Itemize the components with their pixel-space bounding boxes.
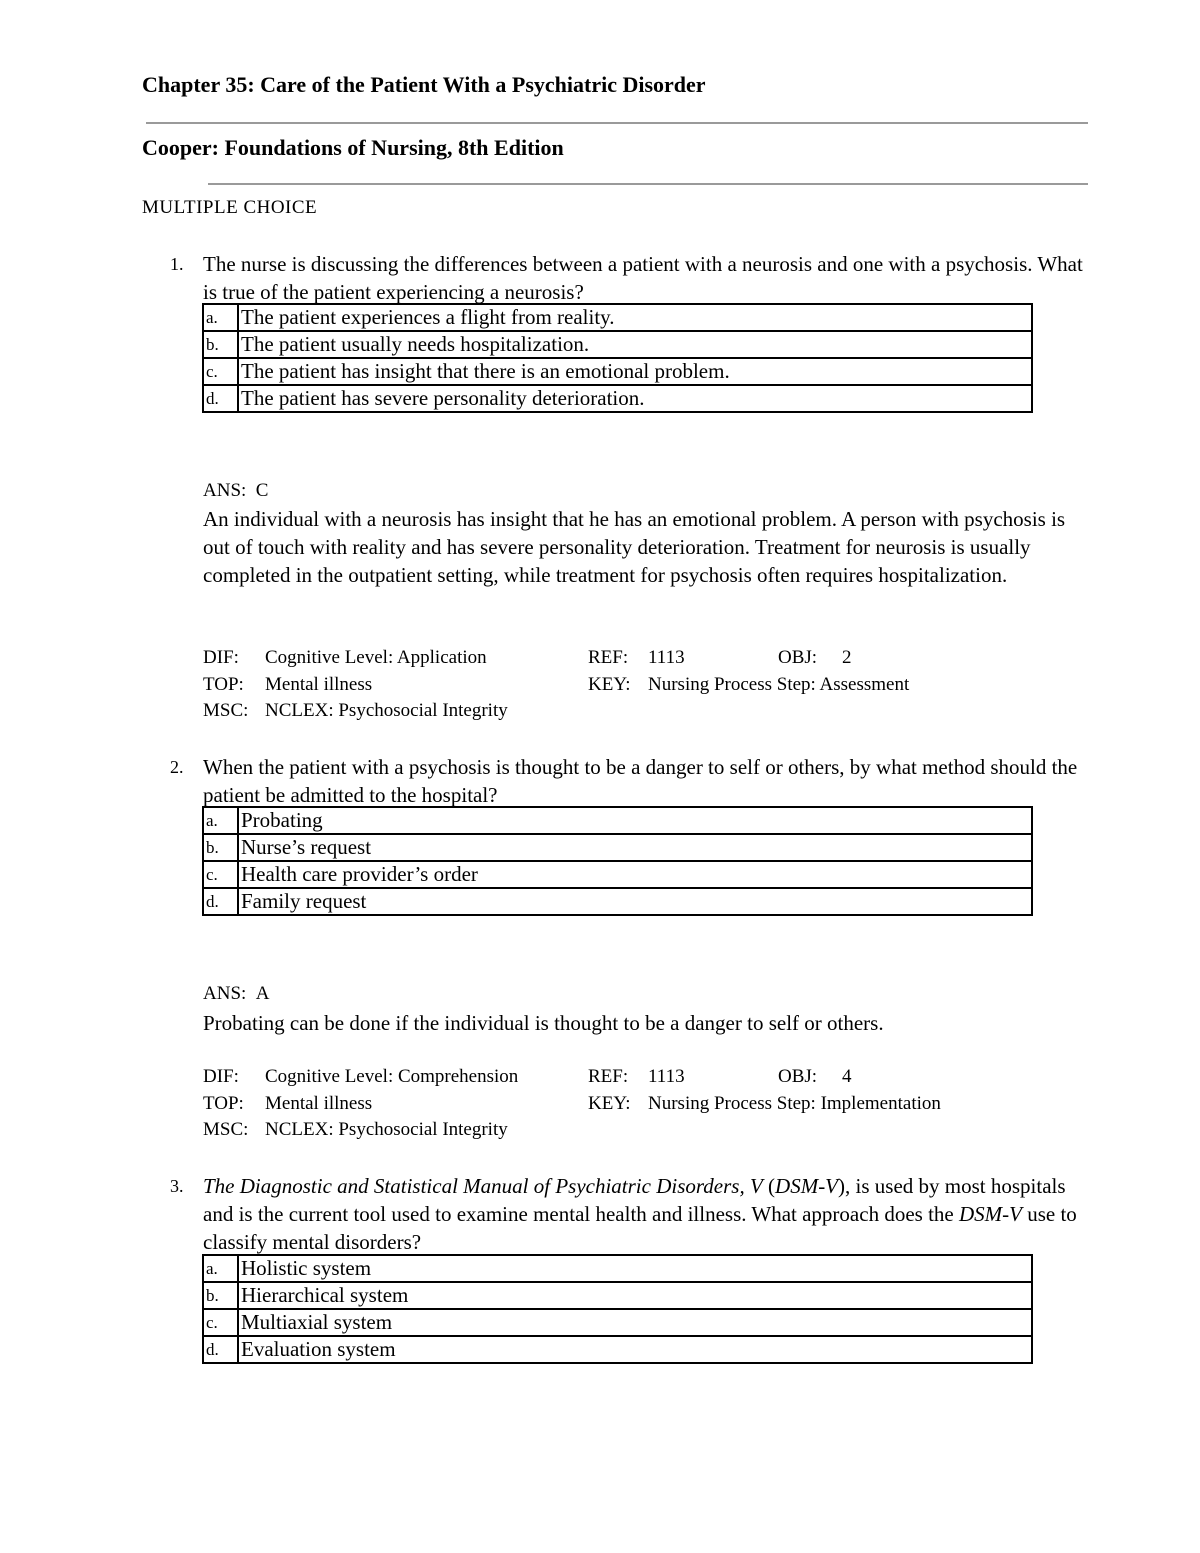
answer-label: ANS: <box>203 983 247 1004</box>
stem-text: use to classify mental disorders? <box>203 1202 1077 1254</box>
question-number: 3. <box>170 1176 184 1196</box>
answer-label: ANS: <box>203 480 247 501</box>
option-row-d <box>203 1336 1032 1363</box>
option-letter: c. <box>203 1309 238 1336</box>
msc-label: MSC: <box>203 700 249 721</box>
option-text: The patient has insight that there is an emotional problem. <box>238 358 1032 385</box>
ref-value: 1113 <box>648 1066 685 1087</box>
option-text: Holistic system <box>238 1255 1032 1282</box>
subheader-divider <box>208 183 1088 185</box>
option-row-c <box>203 358 1032 385</box>
answer-options-table <box>202 806 1033 916</box>
option-row-c <box>203 861 1032 888</box>
option-letter: c. <box>203 861 238 888</box>
msc-label: MSC: <box>203 1119 249 1140</box>
option-letter: a. <box>203 807 238 834</box>
dif-value: Cognitive Level: Comprehension <box>265 1066 519 1087</box>
ref-label: REF: <box>588 1066 629 1087</box>
ref-value: 1113 <box>648 647 685 668</box>
option-text: The patient has severe personality deterioration. <box>238 385 1032 412</box>
answer-options-table <box>202 303 1033 413</box>
option-text: Multiaxial system <box>238 1309 1032 1336</box>
option-row-a <box>203 304 1032 331</box>
obj-label: OBJ: <box>778 647 818 668</box>
option-letter: d. <box>203 1336 238 1363</box>
stem-text: ( <box>762 1174 776 1198</box>
option-row-b <box>203 331 1032 358</box>
key-label: KEY: <box>588 1092 631 1114</box>
top-value: Mental illness <box>265 1092 373 1114</box>
option-text: Family request <box>238 888 1032 915</box>
option-row-b <box>203 1282 1032 1309</box>
option-row-a <box>203 807 1032 834</box>
stem-text: ), is used by most hospitals and is the current tool used to examine mental health and illness. What approach does the <box>203 1174 1066 1226</box>
option-row-d <box>203 385 1032 412</box>
question-number: 2. <box>170 757 184 777</box>
option-row-b <box>203 834 1032 861</box>
top-label: TOP: <box>203 673 244 695</box>
option-letter: c. <box>203 358 238 385</box>
msc-value: NCLEX: Psychosocial Integrity <box>265 700 508 721</box>
key-value: Nursing Process Step: Implementation <box>648 1092 941 1114</box>
dsm-abbreviation: DSM-V <box>958 1202 1022 1226</box>
option-letter: d. <box>203 888 238 915</box>
option-text: Nurse’s request <box>238 834 1032 861</box>
option-letter: b. <box>203 1282 238 1309</box>
rationale-text: Probating can be done if the individual is thought to be a danger to self or others. <box>203 1011 884 1035</box>
option-row-a <box>203 1255 1032 1282</box>
option-text: Evaluation system <box>238 1336 1032 1363</box>
option-text: Health care provider’s order <box>238 861 1032 888</box>
option-letter: b. <box>203 834 238 861</box>
dif-value: Cognitive Level: Application <box>265 647 487 668</box>
option-text: Hierarchical system <box>238 1282 1032 1309</box>
obj-value: 4 <box>842 1066 852 1087</box>
answer-line <box>203 480 268 502</box>
key-value: Nursing Process Step: Assessment <box>648 673 910 695</box>
top-value: Mental illness <box>265 673 373 695</box>
option-letter: d. <box>203 385 238 412</box>
obj-label: OBJ: <box>778 1066 818 1087</box>
question-stem <box>203 1172 1093 1256</box>
option-text: The patient experiences a flight from reality. <box>238 304 1032 331</box>
option-text: Probating <box>238 807 1032 834</box>
option-letter: a. <box>203 304 238 331</box>
option-row-c <box>203 1309 1032 1336</box>
obj-value: 2 <box>842 647 852 668</box>
answer-options-table <box>202 1254 1033 1364</box>
book-title: Cooper: Foundations of Nursing, 8th Edition <box>142 135 564 160</box>
manual-title: The Diagnostic and Statistical Manual of Psychiatric Disorders, V <box>203 1174 763 1198</box>
option-row-d <box>203 888 1032 915</box>
question-number: 1. <box>170 254 184 274</box>
dsm-abbreviation: DSM-V <box>775 1174 839 1198</box>
ref-label: REF: <box>588 647 629 668</box>
dif-label: DIF: <box>203 647 239 668</box>
option-letter: a. <box>203 1255 238 1282</box>
key-label: KEY: <box>588 673 631 695</box>
msc-value: NCLEX: Psychosocial Integrity <box>265 1119 508 1140</box>
chapter-title: Chapter 35: Care of the Patient With a Psychiatric Disorder <box>142 72 706 97</box>
option-text: The patient usually needs hospitalization. <box>238 331 1032 358</box>
section-heading: MULTIPLE CHOICE <box>142 197 318 218</box>
question-stem: The nurse is discussing the differences between a patient with a neurosis and one with a psychosis. What is true of the patient experiencing a neurosis? <box>203 252 1083 304</box>
header-divider <box>146 122 1088 124</box>
rationale-text: An individual with a neurosis has insight that he has an emotional problem. A person with psychosis is out of touch with reality and has severe personality deterioration. Treatment for neurosis is usually completed in the outpatient setting, while treatment for psychosis often requires hospitalization. <box>203 507 1066 587</box>
option-letter: b. <box>203 331 238 358</box>
answer-line <box>203 983 270 1005</box>
question-stem: When the patient with a psychosis is thought to be a danger to self or others, by what method should the patient be admitted to the hospital? <box>203 755 1078 807</box>
answer-value: A <box>255 983 270 1004</box>
top-label: TOP: <box>203 1092 244 1114</box>
dif-label: DIF: <box>203 1066 239 1087</box>
answer-value: C <box>255 480 269 501</box>
